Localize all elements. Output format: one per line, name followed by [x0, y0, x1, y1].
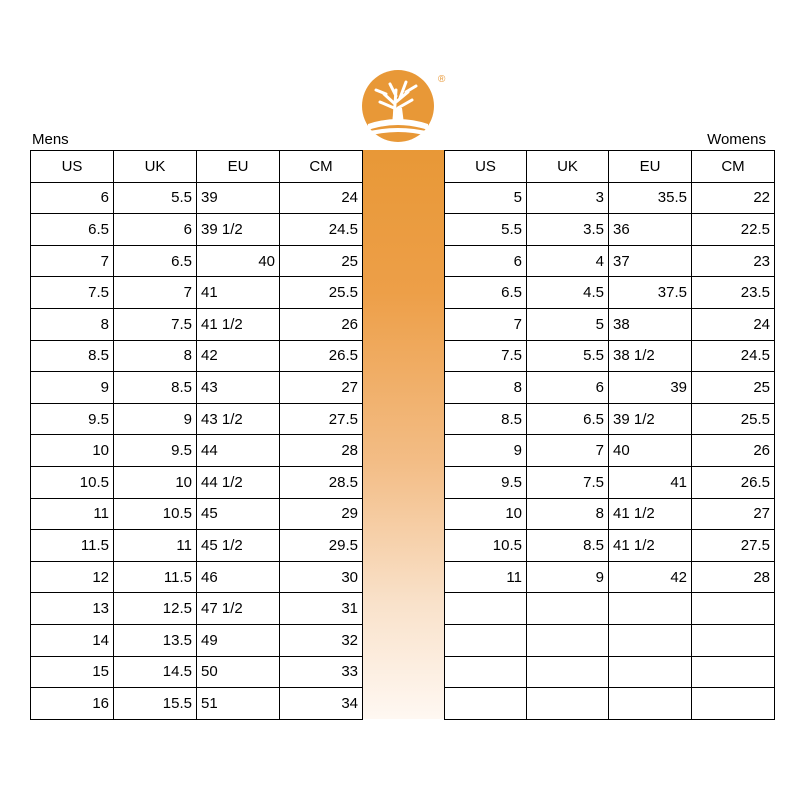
womens-cell-eu: 39 1/2: [609, 403, 692, 435]
mens-cell-eu: 46: [197, 561, 280, 593]
womens-cell-us: 9: [445, 435, 527, 467]
womens-cell-eu: 38 1/2: [609, 340, 692, 372]
mens-cell-eu: 43: [197, 372, 280, 404]
mens-table-row: [31, 277, 363, 309]
womens-table-row: [445, 245, 775, 277]
womens-cell-eu: [609, 656, 692, 688]
womens-table-row: [445, 372, 775, 404]
mens-cell-us: 10.5: [31, 466, 114, 498]
mens-cell-cm: 25.5: [280, 277, 363, 309]
mens-cell-cm: 29.5: [280, 530, 363, 562]
mens-cell-cm: 26.5: [280, 340, 363, 372]
womens-cell-cm: [692, 688, 775, 720]
womens-cell-cm: 22: [692, 182, 775, 214]
womens-table-row: [445, 530, 775, 562]
mens-cell-uk: 12.5: [114, 593, 197, 625]
womens-table-row: [445, 498, 775, 530]
mens-cell-cm: 24.5: [280, 214, 363, 246]
womens-header-us: US: [445, 151, 527, 183]
mens-table-row: [31, 372, 363, 404]
womens-cell-us: 6.5: [445, 277, 527, 309]
womens-cell-us: 6: [445, 245, 527, 277]
mens-table-row: [31, 308, 363, 340]
mens-cell-cm: 27.5: [280, 403, 363, 435]
womens-cell-cm: 24.5: [692, 340, 775, 372]
mens-table-row: [31, 214, 363, 246]
mens-cell-eu: 41: [197, 277, 280, 309]
womens-cell-us: 7.5: [445, 340, 527, 372]
mens-cell-eu: 39 1/2: [197, 214, 280, 246]
womens-cell-us: 10.5: [445, 530, 527, 562]
womens-cell-cm: [692, 624, 775, 656]
womens-cell-cm: 26.5: [692, 466, 775, 498]
mens-table-row: [31, 624, 363, 656]
mens-cell-cm: 33: [280, 656, 363, 688]
mens-cell-us: 7: [31, 245, 114, 277]
mens-cell-eu: 50: [197, 656, 280, 688]
womens-cell-eu: 38: [609, 308, 692, 340]
womens-cell-us: [445, 624, 527, 656]
mens-cell-eu: 51: [197, 688, 280, 720]
womens-table-row: [445, 466, 775, 498]
womens-cell-us: [445, 688, 527, 720]
mens-cell-us: 8: [31, 308, 114, 340]
womens-cell-uk: 5: [527, 308, 609, 340]
womens-cell-uk: 3.5: [527, 214, 609, 246]
womens-cell-us: [445, 656, 527, 688]
mens-table-row: [31, 561, 363, 593]
womens-cell-uk: [527, 624, 609, 656]
mens-cell-eu: 40: [197, 245, 280, 277]
mens-table-row: [31, 340, 363, 372]
womens-cell-eu: [609, 624, 692, 656]
mens-table-row: [31, 403, 363, 435]
mens-table-row: [31, 182, 363, 214]
mens-cell-uk: 7: [114, 277, 197, 309]
mens-cell-us: 16: [31, 688, 114, 720]
womens-cell-cm: 26: [692, 435, 775, 467]
mens-cell-cm: 29: [280, 498, 363, 530]
orange-gradient-divider: [362, 150, 444, 719]
mens-table-row: [31, 466, 363, 498]
mens-cell-us: 9.5: [31, 403, 114, 435]
mens-cell-us: 14: [31, 624, 114, 656]
tree-logo-icon: [360, 68, 448, 148]
womens-table-row: [445, 656, 775, 688]
womens-cell-uk: 9: [527, 561, 609, 593]
womens-cell-us: 8: [445, 372, 527, 404]
womens-cell-us: [445, 593, 527, 625]
mens-cell-cm: 32: [280, 624, 363, 656]
womens-cell-eu: 41 1/2: [609, 498, 692, 530]
womens-cell-uk: 7.5: [527, 466, 609, 498]
mens-table-row: [31, 593, 363, 625]
womens-cell-uk: 6.5: [527, 403, 609, 435]
womens-cell-us: 11: [445, 561, 527, 593]
womens-cell-eu: 36: [609, 214, 692, 246]
mens-size-table: [30, 150, 363, 720]
mens-table-row: [31, 688, 363, 720]
mens-cell-uk: 11: [114, 530, 197, 562]
womens-cell-cm: [692, 593, 775, 625]
womens-table-row: [445, 593, 775, 625]
mens-cell-cm: 24: [280, 182, 363, 214]
womens-cell-eu: 42: [609, 561, 692, 593]
mens-cell-eu: 45 1/2: [197, 530, 280, 562]
mens-cell-uk: 11.5: [114, 561, 197, 593]
womens-table-row: [445, 308, 775, 340]
mens-cell-eu: 47 1/2: [197, 593, 280, 625]
womens-header-row: [445, 151, 775, 183]
womens-cell-uk: 7: [527, 435, 609, 467]
registered-mark: ®: [438, 74, 446, 85]
mens-cell-us: 8.5: [31, 340, 114, 372]
mens-table-row: [31, 498, 363, 530]
mens-cell-uk: 6: [114, 214, 197, 246]
womens-header-uk: UK: [527, 151, 609, 183]
womens-size-table: [444, 150, 775, 720]
mens-header-eu: EU: [197, 151, 280, 183]
womens-cell-us: 7: [445, 308, 527, 340]
womens-cell-uk: 4.5: [527, 277, 609, 309]
mens-cell-us: 13: [31, 593, 114, 625]
womens-label: Womens: [707, 131, 766, 148]
womens-cell-us: 5: [445, 182, 527, 214]
mens-cell-eu: 43 1/2: [197, 403, 280, 435]
mens-cell-uk: 10: [114, 466, 197, 498]
mens-cell-eu: 45: [197, 498, 280, 530]
mens-cell-uk: 8: [114, 340, 197, 372]
mens-cell-uk: 7.5: [114, 308, 197, 340]
mens-cell-eu: 49: [197, 624, 280, 656]
mens-cell-cm: 34: [280, 688, 363, 720]
mens-table-row: [31, 530, 363, 562]
womens-table-row: [445, 214, 775, 246]
womens-table-row: [445, 182, 775, 214]
mens-cell-us: 7.5: [31, 277, 114, 309]
mens-cell-eu: 44: [197, 435, 280, 467]
mens-label: Mens: [32, 131, 69, 148]
womens-cell-uk: [527, 593, 609, 625]
womens-table-row: [445, 435, 775, 467]
womens-cell-uk: 8: [527, 498, 609, 530]
womens-cell-cm: 25.5: [692, 403, 775, 435]
mens-header-cm: CM: [280, 151, 363, 183]
womens-cell-cm: 27.5: [692, 530, 775, 562]
womens-table-row: [445, 277, 775, 309]
mens-cell-cm: 27: [280, 372, 363, 404]
womens-cell-us: 8.5: [445, 403, 527, 435]
mens-cell-us: 15: [31, 656, 114, 688]
womens-table-row: [445, 624, 775, 656]
mens-table-row: [31, 245, 363, 277]
womens-cell-uk: 4: [527, 245, 609, 277]
mens-cell-us: 11.5: [31, 530, 114, 562]
mens-cell-cm: 30: [280, 561, 363, 593]
womens-cell-eu: 41 1/2: [609, 530, 692, 562]
womens-cell-cm: 24: [692, 308, 775, 340]
womens-cell-cm: 22.5: [692, 214, 775, 246]
womens-cell-uk: [527, 688, 609, 720]
womens-cell-eu: 41: [609, 466, 692, 498]
womens-cell-eu: 37: [609, 245, 692, 277]
mens-cell-uk: 14.5: [114, 656, 197, 688]
mens-cell-us: 6: [31, 182, 114, 214]
womens-cell-us: 5.5: [445, 214, 527, 246]
mens-cell-cm: 25: [280, 245, 363, 277]
womens-header-eu: EU: [609, 151, 692, 183]
mens-cell-eu: 39: [197, 182, 280, 214]
womens-cell-eu: 39: [609, 372, 692, 404]
mens-cell-uk: 5.5: [114, 182, 197, 214]
womens-header-cm: CM: [692, 151, 775, 183]
womens-cell-eu: 35.5: [609, 182, 692, 214]
womens-cell-cm: [692, 656, 775, 688]
womens-cell-uk: [527, 656, 609, 688]
mens-cell-eu: 44 1/2: [197, 466, 280, 498]
mens-cell-us: 6.5: [31, 214, 114, 246]
womens-table-row: [445, 688, 775, 720]
mens-cell-uk: 9: [114, 403, 197, 435]
mens-table-row: [31, 435, 363, 467]
mens-cell-cm: 31: [280, 593, 363, 625]
mens-cell-cm: 26: [280, 308, 363, 340]
mens-cell-us: 10: [31, 435, 114, 467]
womens-cell-cm: 23.5: [692, 277, 775, 309]
mens-cell-cm: 28: [280, 435, 363, 467]
womens-cell-uk: 3: [527, 182, 609, 214]
mens-cell-uk: 13.5: [114, 624, 197, 656]
mens-cell-us: 12: [31, 561, 114, 593]
womens-cell-cm: 25: [692, 372, 775, 404]
womens-table-row: [445, 561, 775, 593]
mens-cell-eu: 41 1/2: [197, 308, 280, 340]
womens-cell-eu: 37.5: [609, 277, 692, 309]
womens-cell-eu: [609, 593, 692, 625]
womens-cell-uk: 5.5: [527, 340, 609, 372]
mens-cell-uk: 10.5: [114, 498, 197, 530]
mens-header-us: US: [31, 151, 114, 183]
womens-cell-cm: 28: [692, 561, 775, 593]
womens-cell-eu: [609, 688, 692, 720]
mens-cell-uk: 15.5: [114, 688, 197, 720]
womens-cell-cm: 23: [692, 245, 775, 277]
mens-cell-uk: 8.5: [114, 372, 197, 404]
womens-table-row: [445, 403, 775, 435]
mens-cell-us: 9: [31, 372, 114, 404]
mens-table-row: [31, 656, 363, 688]
womens-cell-us: 9.5: [445, 466, 527, 498]
mens-header-uk: UK: [114, 151, 197, 183]
mens-cell-us: 11: [31, 498, 114, 530]
womens-table-row: [445, 340, 775, 372]
mens-header-row: [31, 151, 363, 183]
mens-cell-uk: 9.5: [114, 435, 197, 467]
womens-cell-us: 10: [445, 498, 527, 530]
mens-cell-uk: 6.5: [114, 245, 197, 277]
womens-cell-eu: 40: [609, 435, 692, 467]
womens-cell-uk: 8.5: [527, 530, 609, 562]
mens-cell-eu: 42: [197, 340, 280, 372]
mens-cell-cm: 28.5: [280, 466, 363, 498]
womens-cell-cm: 27: [692, 498, 775, 530]
womens-cell-uk: 6: [527, 372, 609, 404]
